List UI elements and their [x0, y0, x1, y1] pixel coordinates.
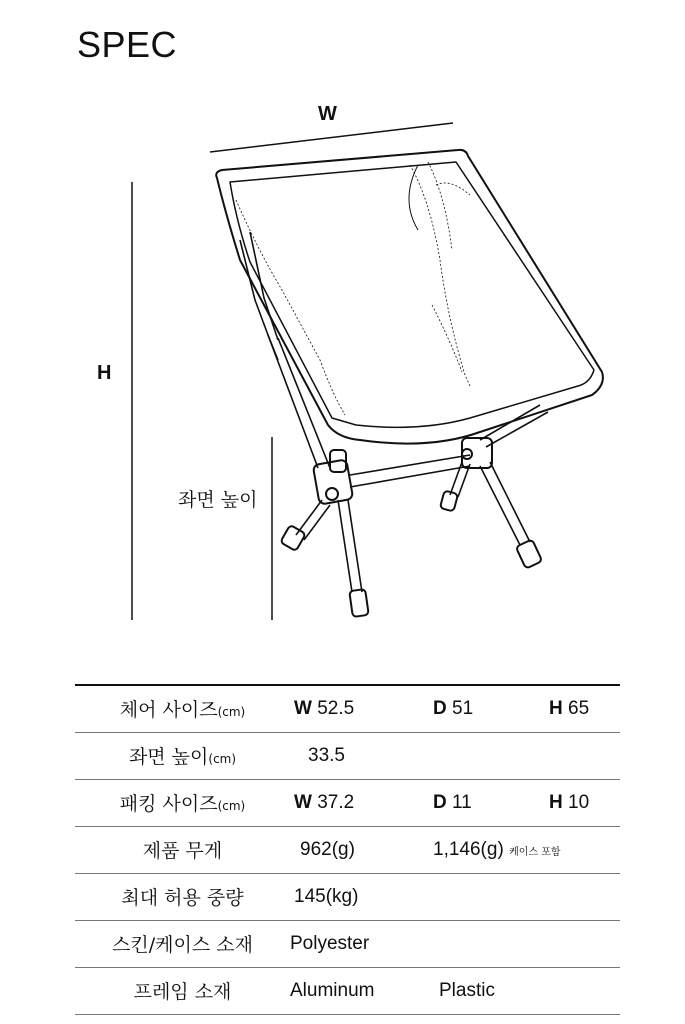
width-label: W: [318, 103, 337, 125]
weight-value: 962(g): [300, 838, 355, 860]
table-row: [75, 732, 620, 779]
chair-illustration: [216, 150, 603, 617]
height-value: 65: [568, 697, 590, 719]
height-prefix: H: [549, 791, 563, 813]
seat-height-value: 33.5: [308, 744, 345, 766]
width-value: 52.5: [317, 697, 355, 719]
seat-height-label: 좌면 높이: [178, 489, 258, 511]
row-label: 최대 허용 중량: [121, 887, 244, 909]
depth-value: 51: [452, 697, 474, 719]
table-row: [75, 967, 620, 1014]
depth-value: 11: [452, 791, 472, 813]
table-row: [75, 779, 620, 826]
table-row: [75, 826, 620, 873]
depth-prefix: D: [433, 791, 447, 813]
row-label: 패킹 사이즈: [119, 793, 218, 815]
row-label: 스킨/케이스 소재: [112, 934, 253, 956]
row-label: 프레임 소재: [133, 981, 232, 1003]
table-row: [75, 920, 620, 967]
row-unit: (cm): [217, 799, 246, 813]
width-prefix: W: [294, 791, 312, 813]
row-label: 좌면 높이: [128, 746, 209, 768]
row-label: 체어 사이즈: [119, 699, 218, 722]
table-row: [75, 873, 620, 920]
frame-material-value-2: Plastic: [439, 979, 495, 1001]
skin-material-value: Polyester: [290, 932, 370, 954]
width-value: 37.2: [317, 791, 355, 813]
row-label: 제품 무게: [142, 840, 223, 862]
height-value: 10: [568, 791, 590, 813]
row-unit: (cm): [217, 705, 246, 720]
depth-prefix: D: [433, 697, 447, 719]
frame-material-value: Aluminum: [290, 979, 375, 1001]
width-dimension-line: [210, 123, 453, 152]
width-prefix: W: [294, 697, 312, 719]
spec-table: [75, 684, 620, 1015]
weight-note: 케이스 포함: [509, 846, 561, 858]
page-title: SPEC: [77, 24, 178, 65]
height-prefix: H: [549, 697, 563, 719]
weight-with-case-value: 1,146(g): [433, 838, 504, 860]
table-row: [75, 685, 620, 732]
height-label: H: [97, 362, 112, 384]
max-load-value: 145(kg): [294, 885, 359, 907]
row-unit: (cm): [208, 752, 237, 766]
